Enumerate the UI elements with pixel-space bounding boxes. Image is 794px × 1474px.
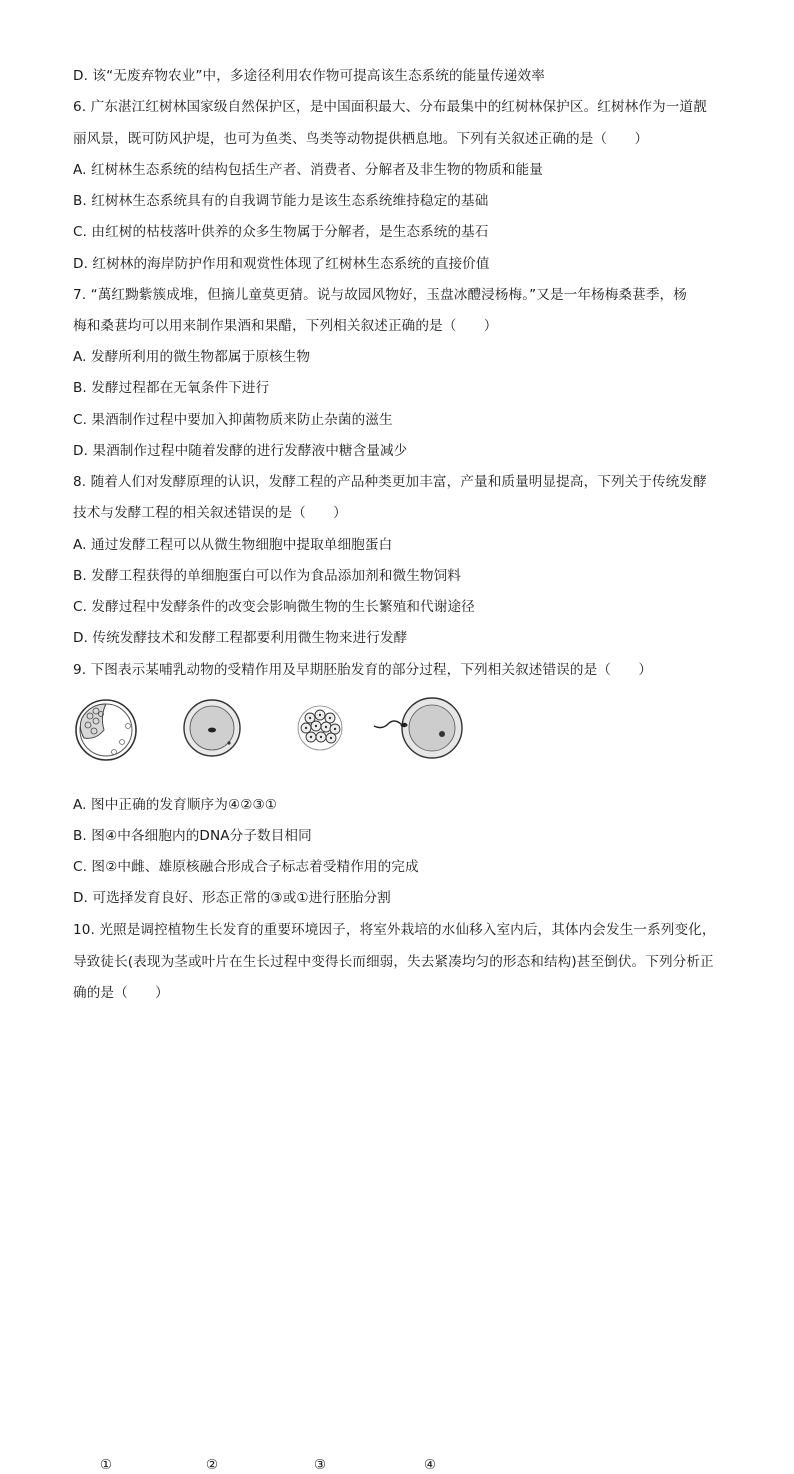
figure-label-2: ②	[205, 1457, 219, 1473]
q10-stem-line3: 确的是（ ）	[73, 985, 169, 1001]
embryo-figure-svg	[70, 694, 490, 766]
q8-option-d: D. 传统发酵技术和发酵工程都要利用微生物来进行发酵	[73, 630, 408, 646]
q9-option-b: B. 图④中各细胞内的DNA分子数目相同	[73, 828, 312, 844]
stage-3-morula	[298, 706, 342, 750]
q9-option-c: C. 图②中雌、雄原核融合形成合子标志着受精作用的完成	[73, 859, 419, 875]
q6-option-d: D. 红树林的海岸防护作用和观赏性体现了红树林生态系统的直接价值	[73, 256, 490, 272]
q9-option-d: D. 可选择发育良好、形态正常的③或①进行胚胎分割	[73, 890, 391, 906]
q7-option-b: B. 发酵过程都在无氧条件下进行	[73, 380, 270, 396]
q8-option-a: A. 通过发酵工程可以从微生物细胞中提取单细胞蛋白	[73, 537, 393, 553]
q6-option-b: B. 红树林生态系统具有的自我调节能力是该生态系统维持稳定的基础	[73, 193, 489, 209]
figure-label-1: ①	[99, 1457, 113, 1473]
stage-4-fertilization	[374, 698, 462, 758]
q7-stem-line2: 梅和桑葚均可以用来制作果酒和果醋，下列相关叙述正确的是（ ）	[73, 318, 498, 334]
q7-option-d: D. 果酒制作过程中随着发酵的进行发酵液中糖含量减少	[73, 443, 408, 459]
q7-option-c: C. 果酒制作过程中要加入抑菌物质来防止杂菌的滋生	[73, 412, 393, 428]
q7-stem-line1: 7. “萬红黝紫簇成堆，但摘儿童莫更猜。说与故园风物好，玉盘冰醴浸杨梅。”又是一年杨梅桑葚季，杨	[73, 287, 687, 303]
q5-option-d: D. 该“无废弃物农业”中，多途径利用农作物可提高该生态系统的能量传递效率	[73, 68, 545, 84]
stage-1-blastocyst	[76, 700, 136, 760]
q8-stem-line1: 8. 随着人们对发酵原理的认识，发酵工程的产品种类更加丰富，产量和质量明显提高，下列关于传统发酵	[73, 474, 707, 490]
q6-stem-line2: 丽风景，既可防风护堤，也可为鱼类、鸟类等动物提供栖息地。下列有关叙述正确的是（ ）	[73, 131, 649, 147]
q9-stem: 9. 下图表示某哺乳动物的受精作用及早期胚胎发育的部分过程，下列相关叙述错误的是（ ）	[73, 662, 653, 678]
q10-stem-line1: 10. 光照是调控植物生长发育的重要环境因子，将室外栽培的水仙移入室内后，其体内会发生一系列变化，	[73, 922, 716, 938]
q8-option-b: B. 发酵工程获得的单细胞蛋白可以作为食品添加剂和微生物饲料	[73, 568, 461, 584]
q6-option-c: C. 由红树的枯枝落叶供养的众多生物属于分解者，是生态系统的基石	[73, 224, 489, 240]
q6-stem-line1: 6. 广东湛江红树林国家级自然保护区，是中国面积最大、分布最集中的红树林保护区。红树林作为一道靓	[73, 99, 707, 115]
figure-label-4: ④	[423, 1457, 437, 1473]
q8-stem-line2: 技术与发酵工程的相关叙述错误的是（ ）	[73, 505, 347, 521]
q9-option-a: A. 图中正确的发育顺序为④②③①	[73, 797, 278, 813]
q6-option-a: A. 红树林生态系统的结构包括生产者、消费者、分解者及非生物的物质和能量	[73, 162, 543, 178]
figure-label-3: ③	[313, 1457, 327, 1473]
q7-option-a: A. 发酵所利用的微生物都属于原核生物	[73, 349, 311, 365]
stage-2-zygote	[184, 700, 240, 756]
q10-stem-line2: 导致徒长(表现为茎或叶片在生长过程中变得长而细弱，失去紧凑均匀的形态和结构)甚至倒伏。下列分析正	[73, 954, 714, 970]
q8-option-c: C. 发酵过程中发酵条件的改变会影响微生物的生长繁殖和代谢途径	[73, 599, 475, 615]
